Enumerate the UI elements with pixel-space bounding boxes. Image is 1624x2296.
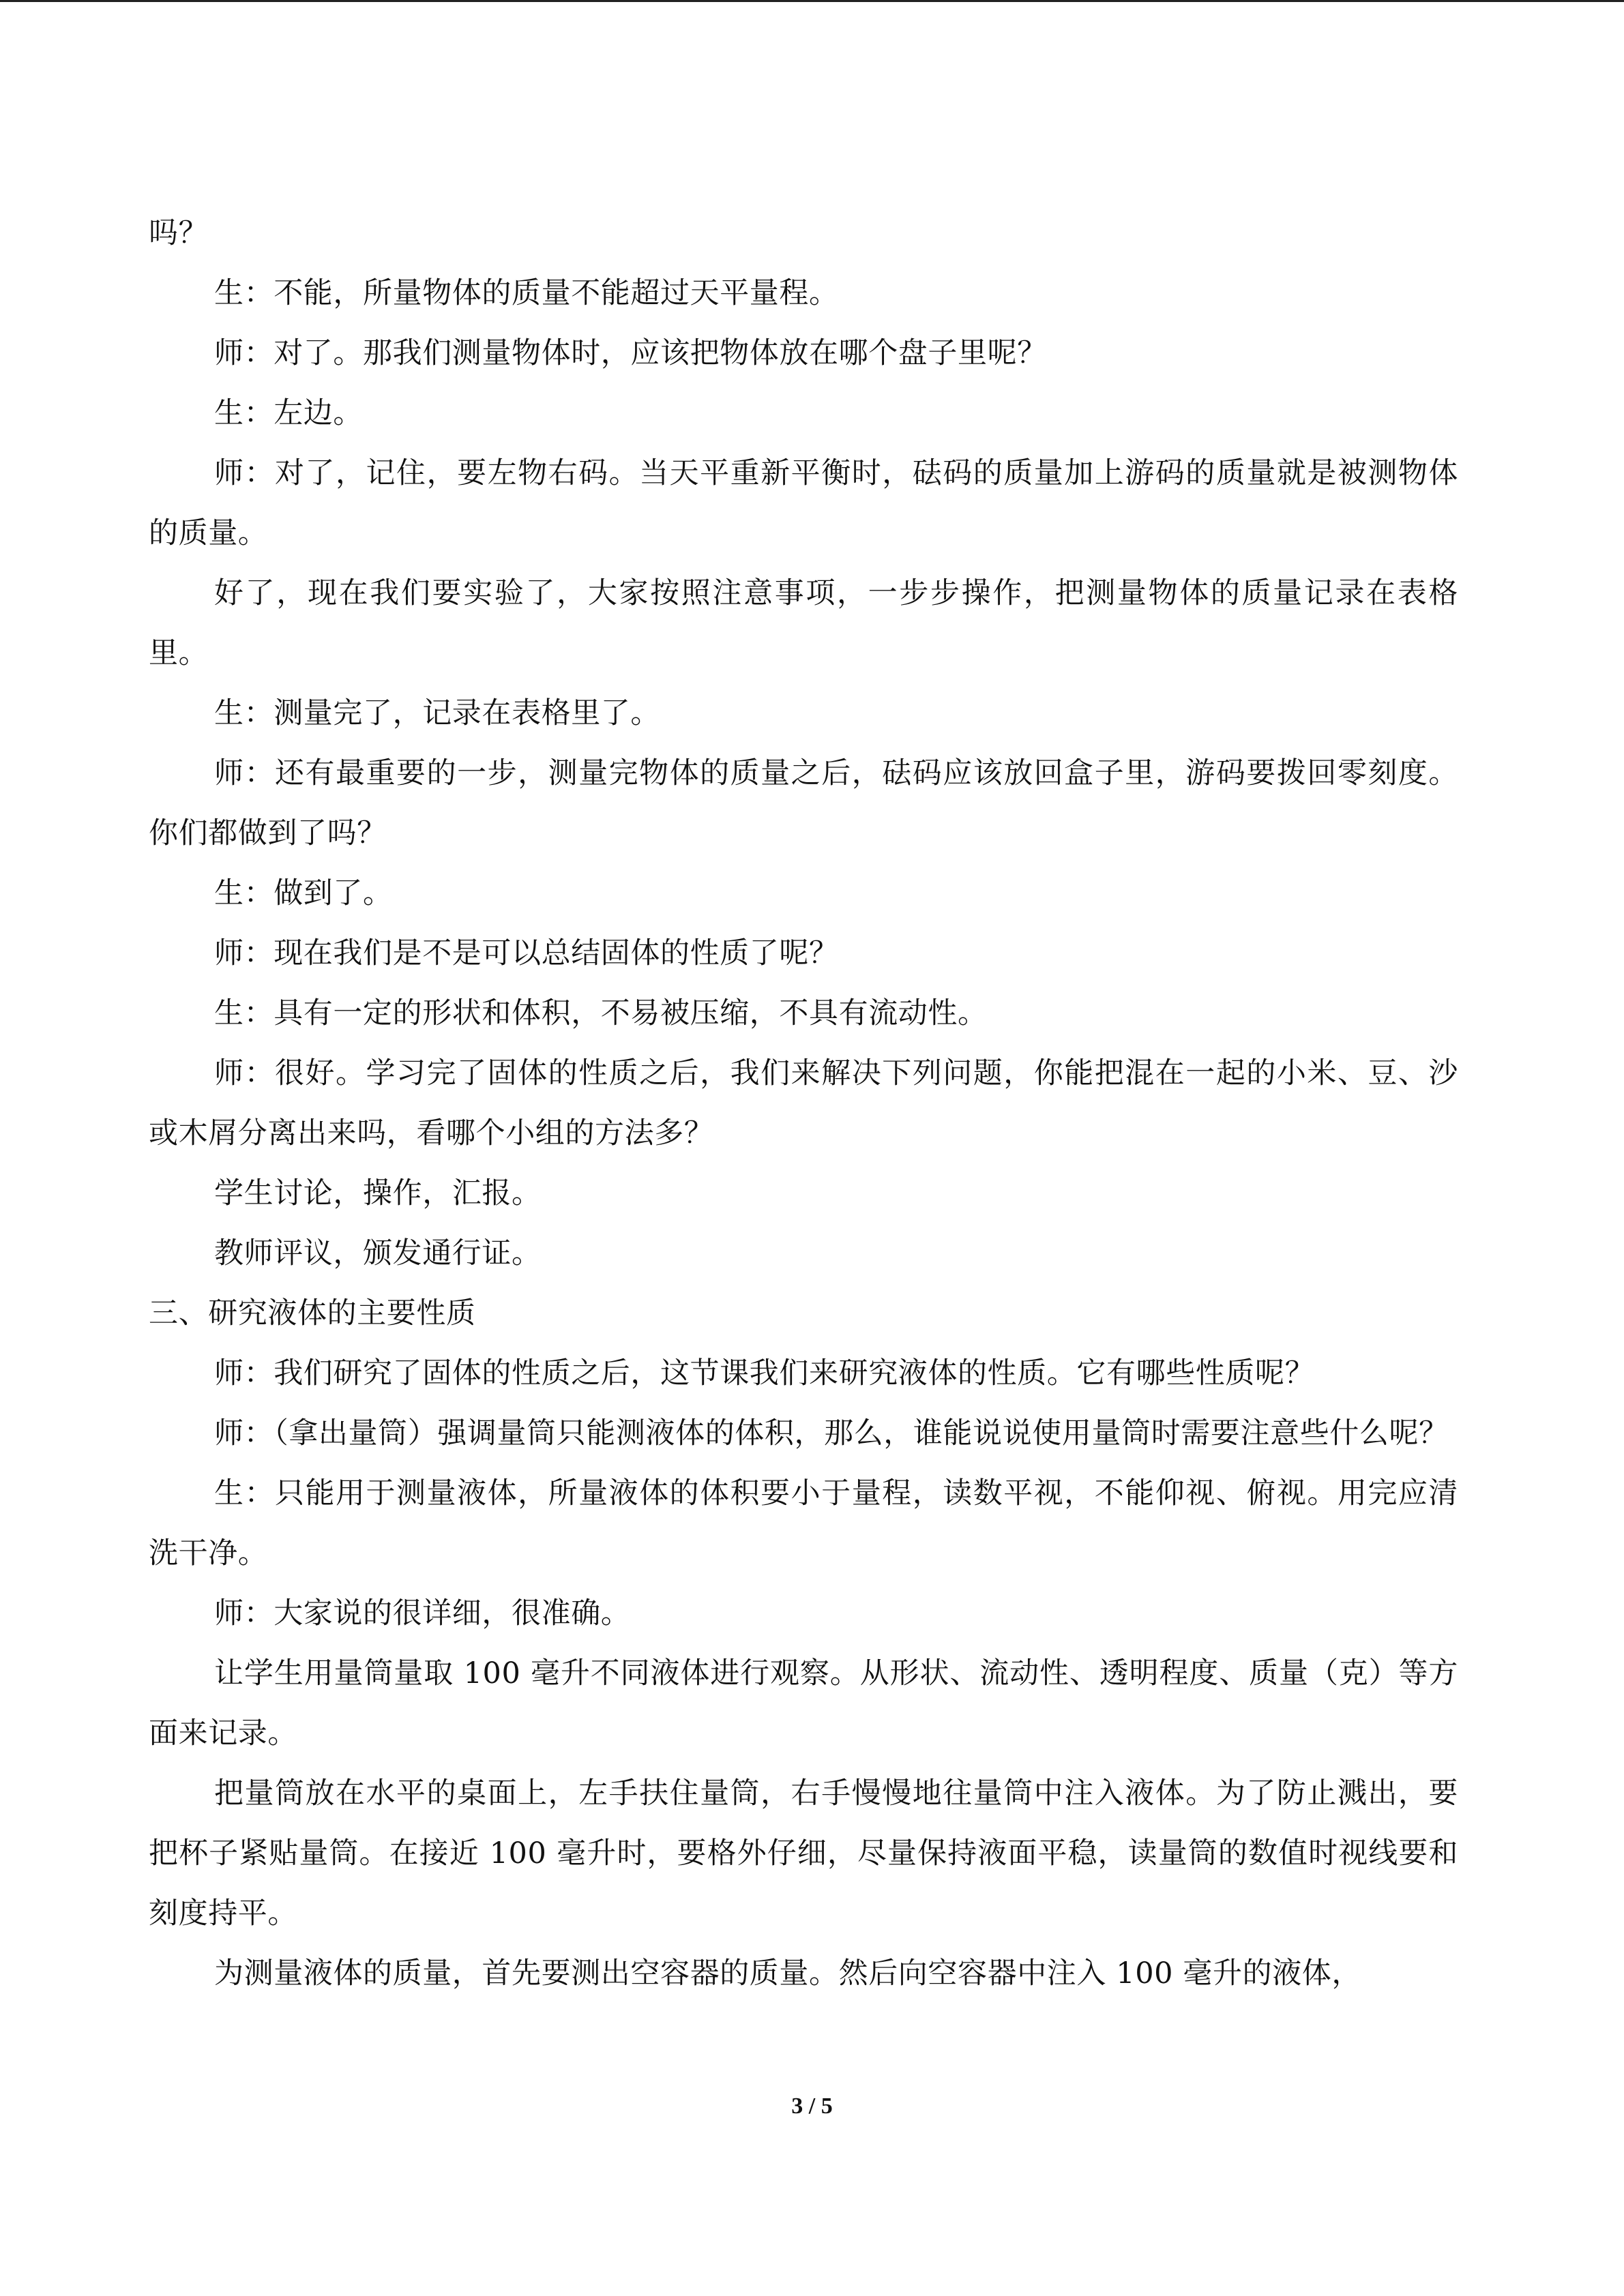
- paragraph: 师：我们研究了固体的性质之后，这节课我们来研究液体的性质。它有哪些性质呢？: [214, 1356, 1315, 1390]
- paragraph: 把量筒放在水平的桌面上，左手扶住量筒，右手慢慢地往量筒中注入液体。为了防止溅出，要把杯子紧贴量筒。在接近 100 毫升时，要格外仔细，尽量保持液面平稳，读量筒的数值时视线要和刻度持平。: [149, 1776, 1458, 1930]
- section-heading: 三、研究液体的主要性质: [149, 1296, 476, 1330]
- top-border-line: [0, 0, 1624, 2]
- paragraph: 师：很好。学习完了固体的性质之后，我们来解决下列问题，你能把混在一起的小米、豆、沙或木屑分离出来吗，看哪个小组的方法多？: [149, 1056, 1458, 1150]
- paragraph: 为测量液体的质量，首先要测出空容器的质量。然后向空容器中注入 100 毫升的液体，: [214, 1956, 1362, 1991]
- paragraph: 吗？: [149, 216, 209, 250]
- paragraph: 学生讨论，操作，汇报。: [214, 1176, 542, 1210]
- paragraph: 生：具有一定的形状和体积，不易被压缩，不具有流动性。: [214, 996, 988, 1030]
- paragraph: 师：还有最重要的一步，测量完物体的质量之后，砝码应该放回盒子里，游码要拨回零刻度。你们都做到了吗？: [149, 756, 1458, 850]
- paragraph: 让学生用量筒量取 100 毫升不同液体进行观察。从形状、流动性、透明程度、质量（克）等方面来记录。: [149, 1656, 1458, 1750]
- paragraph: 生：只能用于测量液体，所量液体的体积要小于量程，读数平视，不能仰视、俯视。用完应清洗干净。: [149, 1476, 1458, 1570]
- paragraph: 师：（拿出量筒）强调量筒只能测液体的体积，那么，谁能说说使用量筒时需要注意些什么呢？: [214, 1416, 1449, 1450]
- paragraph: 教师评议，颁发通行证。: [214, 1236, 542, 1270]
- document-body: [149, 203, 1458, 2003]
- paragraph: 生：不能，所量物体的质量不能超过天平量程。: [214, 276, 839, 310]
- paragraph: 师：现在我们是不是可以总结固体的性质了呢？: [214, 936, 839, 970]
- page-number: 3 / 5: [791, 2093, 833, 2119]
- paragraph: 生：左边。: [214, 396, 363, 430]
- paragraph: 师：对了，记住，要左物右码。当天平重新平衡时，砝码的质量加上游码的质量就是被测物体的质量。: [149, 456, 1458, 550]
- paragraph: 好了，现在我们要实验了，大家按照注意事项，一步步操作，把测量物体的质量记录在表格里。: [149, 576, 1458, 670]
- paragraph: 师：大家说的很详细，很准确。: [214, 1596, 631, 1630]
- paragraph: 生：测量完了，记录在表格里了。: [214, 696, 660, 730]
- paragraph: 生：做到了。: [214, 876, 393, 910]
- paragraph: 师：对了。那我们测量物体时，应该把物体放在哪个盘子里呢？: [214, 336, 1047, 370]
